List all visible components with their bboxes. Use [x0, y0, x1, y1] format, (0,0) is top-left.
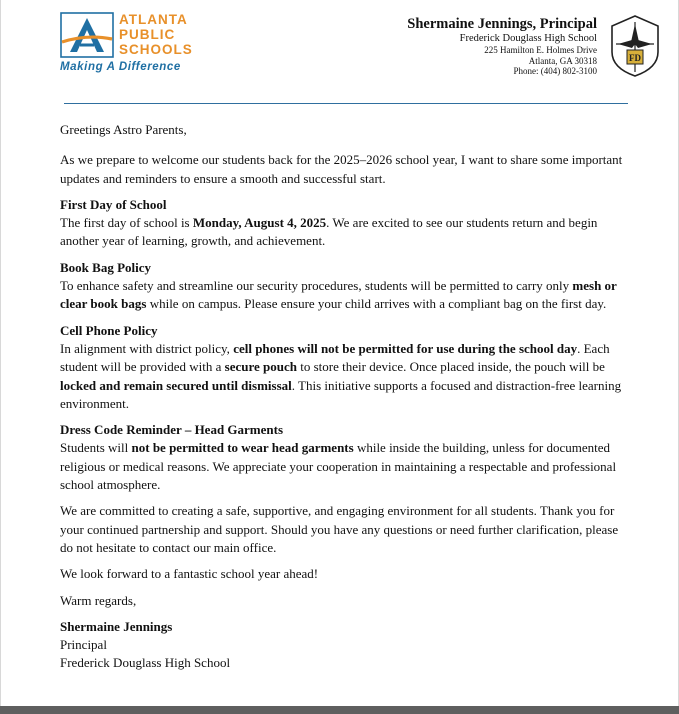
section-text: Students will not be permitted to wear head garments while inside the building, unless for documented religious or medical reasons. We appreciate your cooperation in maintaining a respectable and professional school atmosphere. — [60, 440, 617, 493]
logo-word-public: PUBLIC — [119, 27, 176, 42]
aps-logo-mark-icon — [60, 12, 114, 58]
section-cell-phone — [60, 322, 626, 413]
section-book-bag — [60, 259, 626, 314]
section-title: First Day of School — [60, 196, 167, 212]
commitment-paragraph: We are committed to creating a safe, supportive, and engaging environment for all students. Thank you for your continued partnership and support. Should you have any questions or need further clarification, please do not hesitate to contact our main office. — [60, 503, 619, 555]
section-title: Cell Phone Policy — [60, 322, 158, 338]
principal-heading: Shermaine Jennings, Principal — [407, 16, 597, 32]
aps-logo — [60, 12, 240, 76]
section-text: To enhance safety and streamline our security procedures, students will be permitted to carry only mesh or clear book bags while on campus. Please ensure your child arrives with a compliant bag on the first day. — [60, 278, 617, 312]
logo-tagline: Making A Difference — [60, 61, 181, 73]
section-title: Book Bag Policy — [60, 259, 152, 275]
viewer-bottom-bar — [0, 706, 679, 714]
section-text: In alignment with district policy, cell phones will not be permitted for use during the school day. Each student will be provided with a secure pouch to store their device. Once placed inside, the pouch will be locked and remain secured until dismissal. This initiative supports a focused and distraction-free learning environment. — [60, 340, 622, 411]
section-title: Dress Code Reminder – Head Garments — [60, 422, 284, 438]
school-crest-icon — [608, 14, 662, 78]
signature-name: Shermaine Jennings — [60, 618, 173, 634]
logo-word-atlanta: ATLANTA — [119, 12, 188, 27]
signature-school: Frederick Douglass High School — [60, 655, 231, 671]
address-street: 225 Hamilton E. Holmes Drive — [484, 45, 597, 55]
outlook-paragraph: We look forward to a fantastic school year ahead! — [60, 566, 319, 582]
section-first-day — [60, 196, 626, 251]
page-edge-left — [0, 0, 1, 714]
greeting: Greetings Astro Parents, — [60, 122, 187, 137]
section-dress-code — [60, 421, 626, 494]
address-city: Atlanta, GA 30318 — [528, 55, 597, 66]
section-text: The first day of school is Monday, August 4, 2025. We are excited to see our students return and begin another year of learning, growth, and achievement. — [60, 215, 598, 249]
header-divider — [64, 103, 628, 104]
intro-paragraph: As we prepare to welcome our students back for the 2025–2026 school year, I want to share some important updates and reminders to ensure a smooth and successful start. — [60, 152, 623, 186]
signature-title: Principal — [60, 637, 107, 653]
crest-letters: FD — [629, 53, 641, 63]
logo-word-schools: SCHOOLS — [119, 42, 193, 57]
school-name: Frederick Douglass High School — [459, 33, 597, 44]
letterhead — [407, 16, 597, 77]
letter-body — [60, 121, 626, 673]
phone-number: Phone: (404) 802-3100 — [513, 66, 597, 76]
closing: Warm regards, — [60, 592, 137, 608]
